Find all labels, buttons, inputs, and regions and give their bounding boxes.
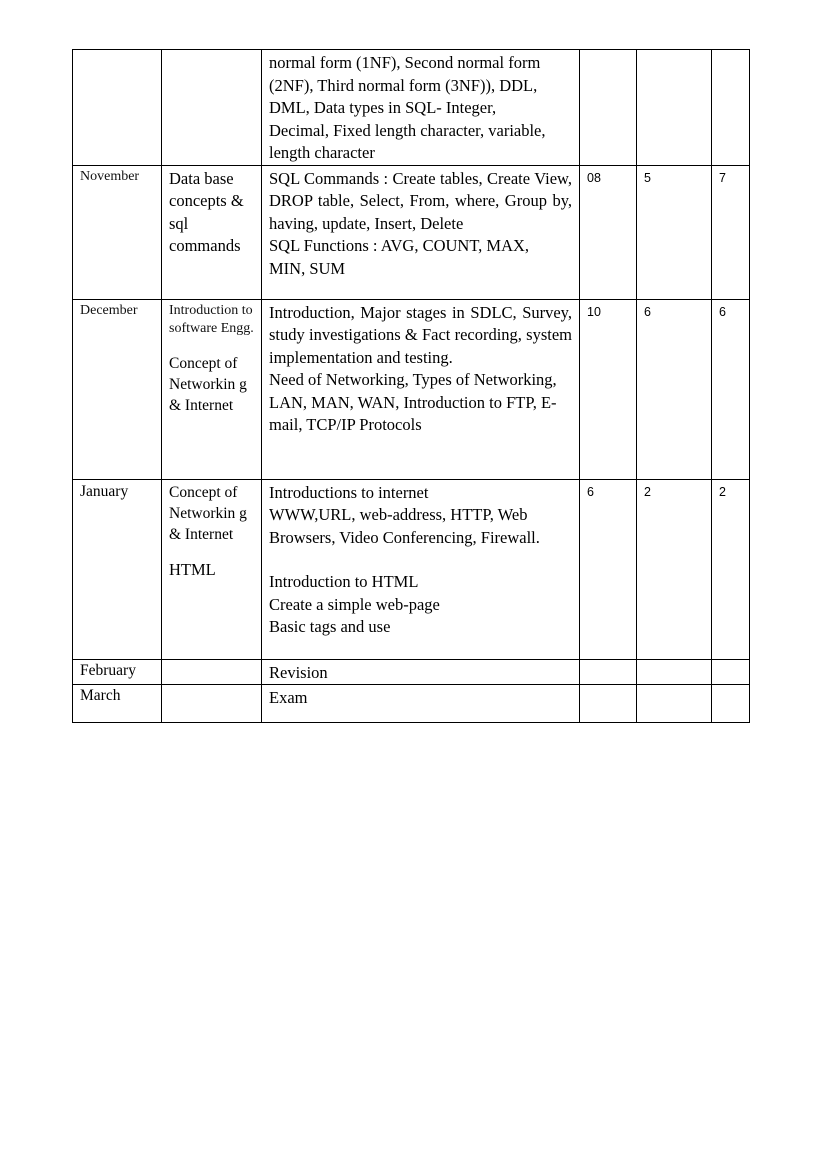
practical-cell — [712, 50, 750, 166]
hours-cell — [580, 684, 637, 722]
content-text: Introduction to HTML — [269, 572, 419, 591]
table-row — [73, 659, 750, 684]
table-row — [73, 50, 750, 166]
month-cell — [73, 50, 162, 166]
practical-cell — [712, 659, 750, 684]
table-row — [73, 299, 750, 479]
content-text: SQL Commands : Create tables, Create View, DROP table, Select, From, where, Group by, having, update, Insert, Delete — [269, 168, 572, 233]
practical-cell — [712, 684, 750, 722]
syllabus-table — [72, 49, 750, 723]
content-cell — [262, 50, 580, 166]
topic-text: Concept of Networkin g & Internet — [169, 354, 247, 414]
content-text: Need of Networking, Types of Networking, LAN, MAN, WAN, Introduction to FTP, E-mail, TCP/IP Protocols — [269, 370, 557, 434]
content-text: Create a simple web-page — [269, 594, 440, 614]
month-cell: March — [73, 684, 162, 722]
content-text: Introduction, Major stages in SDLC, Survey, study investigations & Fact recording, system implementation and testing. — [269, 302, 572, 367]
topic-cell — [162, 50, 262, 166]
content-text: WWW,URL, web-address, HTTP, Web Browsers, Video Conferencing, Firewall. — [269, 505, 540, 547]
content-text: Introductions to internet — [269, 482, 429, 502]
hours-cell: 6 — [580, 479, 637, 659]
topic-cell — [162, 659, 262, 684]
practical-cell: 6 — [712, 299, 750, 479]
periods-cell — [637, 50, 712, 166]
periods-cell — [637, 659, 712, 684]
periods-cell: 2 — [637, 479, 712, 659]
content-text: SQL Functions : AVG, COUNT, MAX, MIN, SUM — [269, 236, 530, 278]
topic-cell — [162, 479, 262, 659]
periods-cell — [637, 684, 712, 722]
periods-cell: 5 — [637, 165, 712, 299]
hours-cell: 08 — [580, 165, 637, 299]
content-cell: Revision — [262, 659, 580, 684]
hours-cell — [580, 50, 637, 166]
table-row — [73, 479, 750, 659]
hours-cell: 10 — [580, 299, 637, 479]
content-cell — [262, 165, 580, 299]
topic-text: HTML — [169, 559, 216, 579]
topic-cell — [162, 299, 262, 479]
practical-cell: 7 — [712, 165, 750, 299]
topic-text: Introduction to software Engg. — [169, 302, 254, 336]
hours-cell — [580, 659, 637, 684]
topic-text: Concept of Networkin g & Internet — [169, 483, 247, 543]
month-cell: February — [73, 659, 162, 684]
content-cell: Exam — [262, 684, 580, 722]
topic-cell — [162, 165, 262, 299]
topic-cell — [162, 684, 262, 722]
month-cell: January — [73, 479, 162, 659]
table-row — [73, 684, 750, 722]
topic-text: Data base concepts & sql commands — [169, 168, 244, 255]
content-text: Basic tags and use — [269, 617, 391, 636]
month-cell: November — [73, 165, 162, 299]
content-cell — [262, 479, 580, 659]
periods-cell: 6 — [637, 299, 712, 479]
content-text: normal form (1NF), Second normal form (2NF), Third normal form (3NF)), DDL, DML, Data types in SQL- Integer, Decimal, Fixed length character, variable, length character — [269, 53, 546, 162]
content-cell — [262, 299, 580, 479]
practical-cell: 2 — [712, 479, 750, 659]
month-cell: December — [73, 299, 162, 479]
table-row — [73, 165, 750, 299]
